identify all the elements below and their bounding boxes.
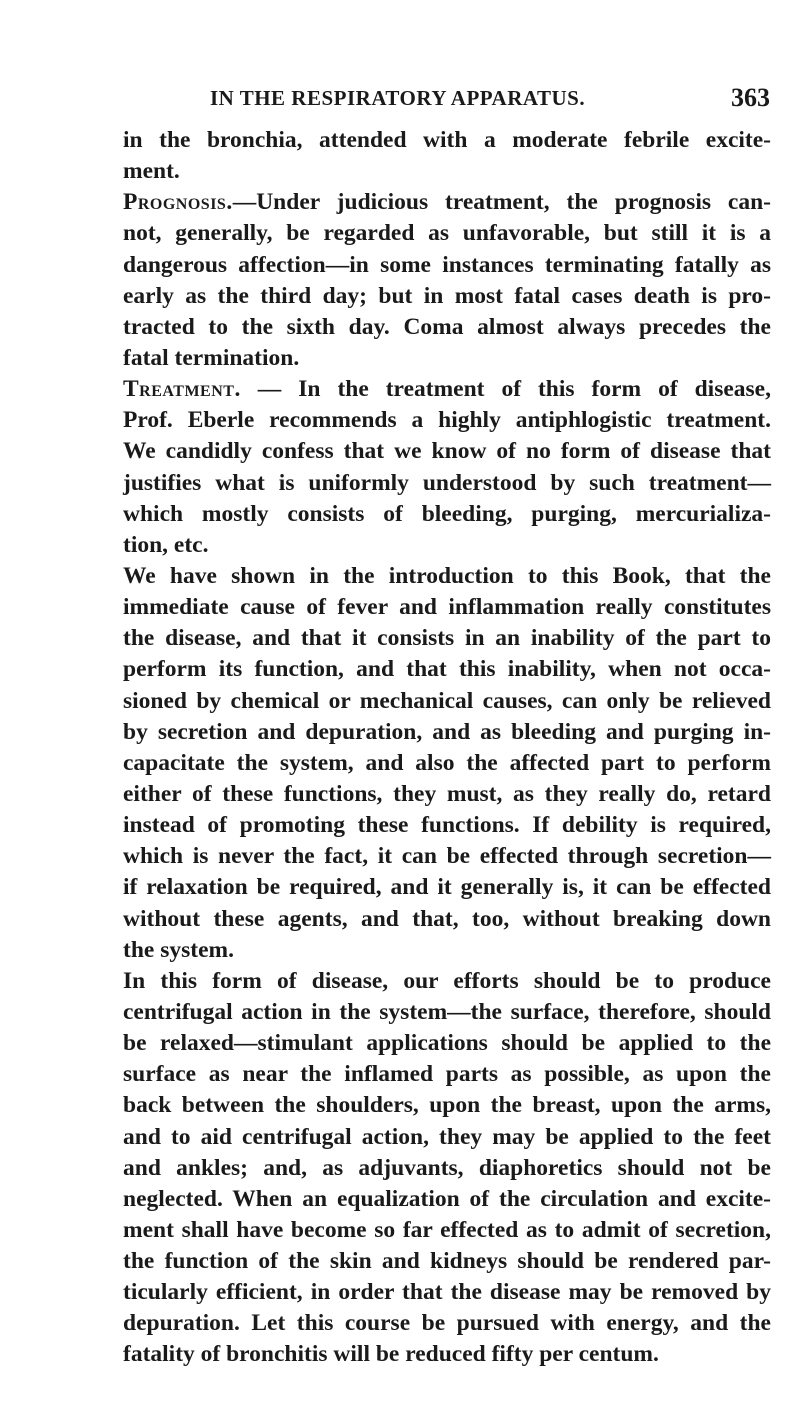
text-line <box>123 436 771 467</box>
text-line <box>123 250 771 281</box>
text-line <box>123 748 771 779</box>
text-line <box>123 218 771 249</box>
text-line <box>123 530 771 561</box>
body-text <box>123 125 771 1371</box>
text-line <box>123 654 771 685</box>
text-line <box>123 125 771 156</box>
line-text: Prof. Eberle recommends a highly antiphlogistic treatment. <box>123 407 771 434</box>
line-text: dangerous affection—in some instances terminating fatally as <box>123 251 771 278</box>
text-line <box>123 1184 771 1215</box>
line-text: fatal termination. <box>123 344 300 371</box>
text-line <box>123 1308 771 1339</box>
line-text: tracted to the sixth day. Coma almost always precedes the <box>123 313 771 340</box>
line-text: We have shown in the introduction to this Book, that the <box>123 562 771 589</box>
text-line <box>123 1246 771 1277</box>
text-line <box>123 841 771 872</box>
line-text: the function of the skin and kidneys should be rendered par- <box>123 1248 771 1275</box>
text-line <box>123 499 771 530</box>
text-line <box>123 623 771 654</box>
line-text: depuration. Let this course be pursued with energy, and the <box>123 1310 771 1337</box>
line-text: ticularly efficient, in order that the disease may be removed by <box>123 1279 771 1306</box>
line-text: back between the shoulders, upon the breast, upon the arms, <box>123 1092 771 1119</box>
text-line <box>123 1153 771 1184</box>
section-heading: Treatment. <box>123 376 241 403</box>
text-line <box>123 810 771 841</box>
line-text: —Under judicious treatment, the prognosis can- <box>232 189 771 216</box>
line-text: — In the treatment of this form of disease, <box>240 376 771 403</box>
line-text: fatality of bronchitis will be reduced fifty per centum. <box>123 1341 659 1368</box>
text-line <box>123 405 771 436</box>
text-line <box>123 343 771 374</box>
line-text: instead of promoting these functions. If debility is required, <box>123 812 771 839</box>
line-text: ment. <box>123 158 180 185</box>
line-text: and ankles; and, as adjuvants, diaphoretics should not be <box>123 1154 771 1181</box>
line-text: ment shall have become so far effected as to admit of secretion, <box>123 1216 771 1243</box>
text-line <box>123 1339 771 1370</box>
text-line <box>123 468 771 499</box>
text-line <box>123 187 771 218</box>
text-line <box>123 997 771 1028</box>
text-line <box>123 686 771 717</box>
text-line <box>123 872 771 903</box>
text-line <box>123 312 771 343</box>
text-line <box>123 561 771 592</box>
text-line <box>123 592 771 623</box>
line-text: immediate cause of fever and inflammation really constitutes <box>123 594 771 621</box>
text-line <box>123 1122 771 1153</box>
line-text: if relaxation be required, and it generally is, it can be effected <box>123 874 771 901</box>
line-text: which mostly consists of bleeding, purging, mercurializa- <box>123 500 771 527</box>
text-line <box>123 717 771 748</box>
line-text: without these agents, and that, too, without breaking down <box>123 905 771 932</box>
line-text: and to aid centrifugal action, they may be applied to the feet <box>123 1123 771 1150</box>
text-line <box>123 1090 771 1121</box>
line-text: surface as near the inflamed parts as possible, as upon the <box>123 1061 771 1088</box>
section-heading: Prognosis. <box>123 189 233 216</box>
line-text: either of these functions, they must, as they really do, retard <box>123 780 771 807</box>
line-text: be relaxed—stimulant applications should be applied to the <box>123 1030 771 1057</box>
text-line <box>123 1215 771 1246</box>
text-line <box>123 374 771 405</box>
running-title: IN THE RESPIRATORY APPARATUS. <box>210 86 586 110</box>
line-text: In this form of disease, our efforts should be to produce <box>123 967 771 994</box>
text-line <box>123 904 771 935</box>
line-text: by secretion and depuration, and as bleeding and purging in- <box>123 718 771 745</box>
line-text: centrifugal action in the system—the surface, therefore, should <box>123 998 771 1025</box>
text-line <box>123 1028 771 1059</box>
running-head <box>120 83 770 116</box>
line-text: sioned by chemical or mechanical causes, can only be relieved <box>123 687 771 714</box>
line-text: the disease, and that it consists in an inability of the part to <box>123 625 771 652</box>
text-line <box>123 779 771 810</box>
line-text: neglected. When an equalization of the circulation and excite- <box>123 1185 771 1212</box>
line-text: early as the third day; but in most fatal cases death is pro- <box>123 282 771 309</box>
line-text: We candidly confess that we know of no form of disease that <box>123 438 771 465</box>
line-text: justifies what is uniformly understood by such treatment— <box>123 469 771 496</box>
text-line <box>123 966 771 997</box>
line-text: which is never the fact, it can be effected through secretion— <box>123 843 771 870</box>
line-text: capacitate the system, and also the affected part to perform <box>123 749 771 776</box>
line-text: the system. <box>123 936 234 963</box>
text-line <box>123 1277 771 1308</box>
text-line <box>123 281 771 312</box>
line-text: tion, etc. <box>123 531 209 558</box>
text-line <box>123 156 771 187</box>
text-line <box>123 935 771 966</box>
line-text: perform its function, and that this inability, when not occa- <box>123 656 771 683</box>
text-line <box>123 1059 771 1090</box>
page-number: 363 <box>731 83 770 112</box>
line-text: not, generally, be regarded as unfavorable, but still it is a <box>123 220 771 247</box>
line-text: in the bronchia, attended with a moderate febrile excite- <box>123 127 771 153</box>
